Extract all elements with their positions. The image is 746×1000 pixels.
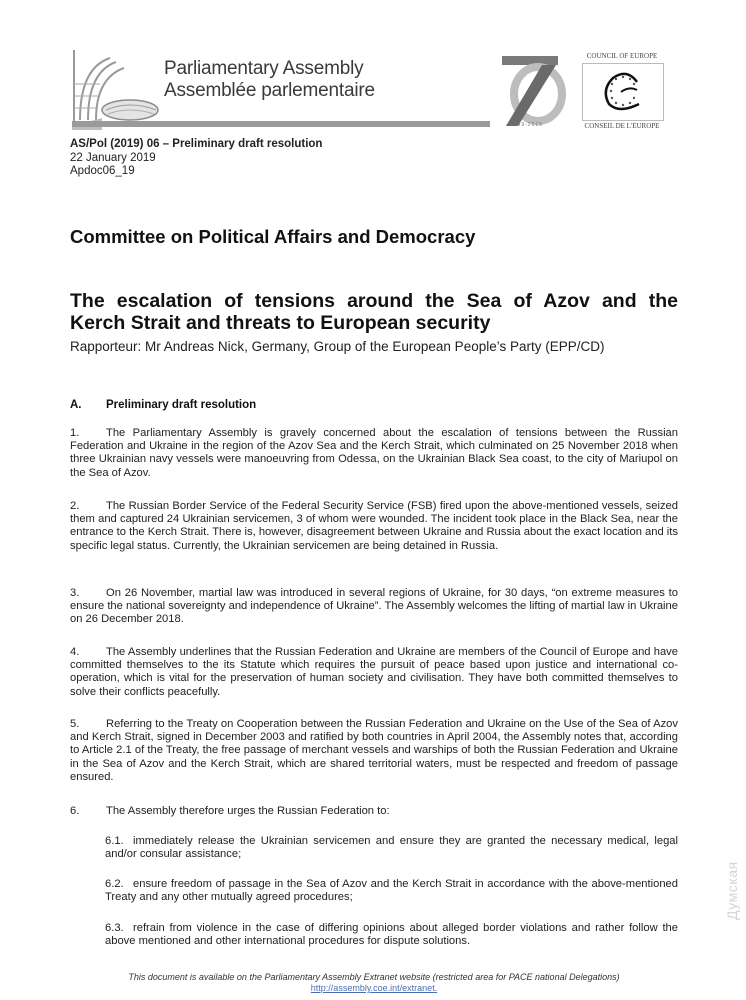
paragraph-4 [70,646,678,699]
document-header [72,48,708,134]
paragraph-number: 1. [70,427,80,439]
paragraph-1 [70,427,678,480]
section-letter: A. [70,399,82,411]
paragraph-2 [70,500,678,553]
council-of-europe-stars-icon [583,64,663,120]
paragraph-number: 6. [70,805,80,817]
watermark: Думская [724,861,740,920]
paragraph-text: On 26 November, martial law was introduced in several regions of Ukraine, for 30 days, “on extreme measures to ensure the national sovereignty and independence of Ukraine”. The Assembly welcomes the lifting of martial law in Ukraine on 26 December 2018. [70,587,678,626]
document-footer [70,972,678,994]
subparagraph-number: 6.1. [105,835,124,847]
document-title [70,290,678,334]
anniversary-years: 1949-2019 [510,122,543,128]
paragraph-number: 3. [70,587,80,599]
subparagraph-text: immediately release the Ukrainian servicemen and ensure they are granted the necessary medical, legal and/or consular assistance; [105,835,678,861]
coe-name-en: COUNCIL OF EUROPE [586,52,658,60]
organization-name [164,58,375,102]
section-heading [70,399,256,411]
subparagraph-number: 6.3. [105,922,124,934]
rapporteur: Rapporteur: Mr Andreas Nick, Germany, Group of the European People’s Party (EPP/CD) [70,339,605,354]
seventy-anniversary-logo-icon [498,54,568,132]
paragraph-6 [70,805,678,818]
coe-name-fr: CONSEIL DE L'EUROPE [584,122,660,130]
extranet-link[interactable]: http://assembly.coe.int/extranet. [310,983,438,993]
subparagraph-number: 6.2. [105,878,124,890]
coe-emblem-frame [582,63,664,121]
subparagraph-text: refrain from violence in the case of differing opinions about alleged border violations and rather follow the above mentioned and other international procedures for dispute solutions. [105,922,678,948]
title-line-2: Kerch Strait and threats to European security [70,312,491,334]
section-title: Preliminary draft resolution [106,399,257,411]
subparagraph-6-3 [105,922,678,948]
document-meta [70,138,322,179]
document-reference: AS/Pol (2019) 06 – Preliminary draft resolution [70,138,323,150]
pace-hemicycle-logo-icon [72,48,162,130]
subparagraph-text: ensure freedom of passage in the Sea of Azov and the Kerch Strait in accordance with the above-mentioned Treaty and any other mutually agreed procedures; [105,878,678,904]
paragraph-number: 4. [70,646,80,658]
footer-note: This document is available on the Parliamentary Assembly Extranet website (restricted area for PACE national Delegations) [128,972,620,982]
header-divider-bar [72,121,490,127]
paragraph-text: The Assembly therefore urges the Russian Federation to: [106,805,390,817]
paragraph-number: 2. [70,500,80,512]
paragraph-number: 5. [70,718,80,730]
paragraph-3 [70,587,678,627]
paragraph-text: The Russian Border Service of the Federal Security Service (FSB) fired upon the above-mentioned vessels, seized them and captured 24 Ukrainian servicemen, 3 of whom were wounded. The incident took place in the Black Sea, near the entrance to the Kerch Strait. There is, however, disagreement between Ukraine and Russia about the exact location and its specific legal status. Currently, the Ukrainian servicemen are being detained in Russia. [70,500,678,552]
organization-name-en: Parliamentary Assembly [164,58,364,79]
document-date: 22 January 2019 [70,151,156,164]
council-of-europe-logo [576,52,668,132]
organization-name-fr: Assemblée parlementaire [164,80,375,101]
title-line-1: The escalation of tensions around the Sea of Azov and the [70,290,678,312]
subparagraph-6-1 [105,835,678,861]
document-id: Apdoc06_19 [70,165,135,177]
committee-name: Committee on Political Affairs and Democracy [70,226,476,247]
paragraph-text: Referring to the Treaty on Cooperation between the Russian Federation and Ukraine on the Use of the Sea of Azov and Kerch Strait, signed in December 2003 and ratified by both countries in April 2004, the Assembly notes that, according to Article 2.1 of the Treaty, the free passage of merchant vessels and warships of both the Russian Federation and Ukraine in the Sea of Azov and the Kerch Strait, which are shared territorial waters, must be respected and freedom of passage ensured. [70,718,678,783]
paragraph-text: The Parliamentary Assembly is gravely concerned about the escalation of tensions between the Russian Federation and Ukraine in the region of the Azov Sea and the Kerch Strait, which culminated on 25 November 2018 when three Ukrainian navy vessels were manoeuvring from Odessa, on the Ukrainian Black Sea coast, to the city of Mariupol on the Sea of Azov. [70,427,678,479]
subparagraph-6-2 [105,878,678,904]
paragraph-text: The Assembly underlines that the Russian Federation and Ukraine are members of the Council of Europe and have committed themselves to the its Statute which requires the pursuit of peace based upon justice and international co-operation, which is vital for the preservation of human society and civilisation. They have both committed themselves to solve their conflicts peacefully. [70,646,678,698]
paragraph-5 [70,718,678,784]
